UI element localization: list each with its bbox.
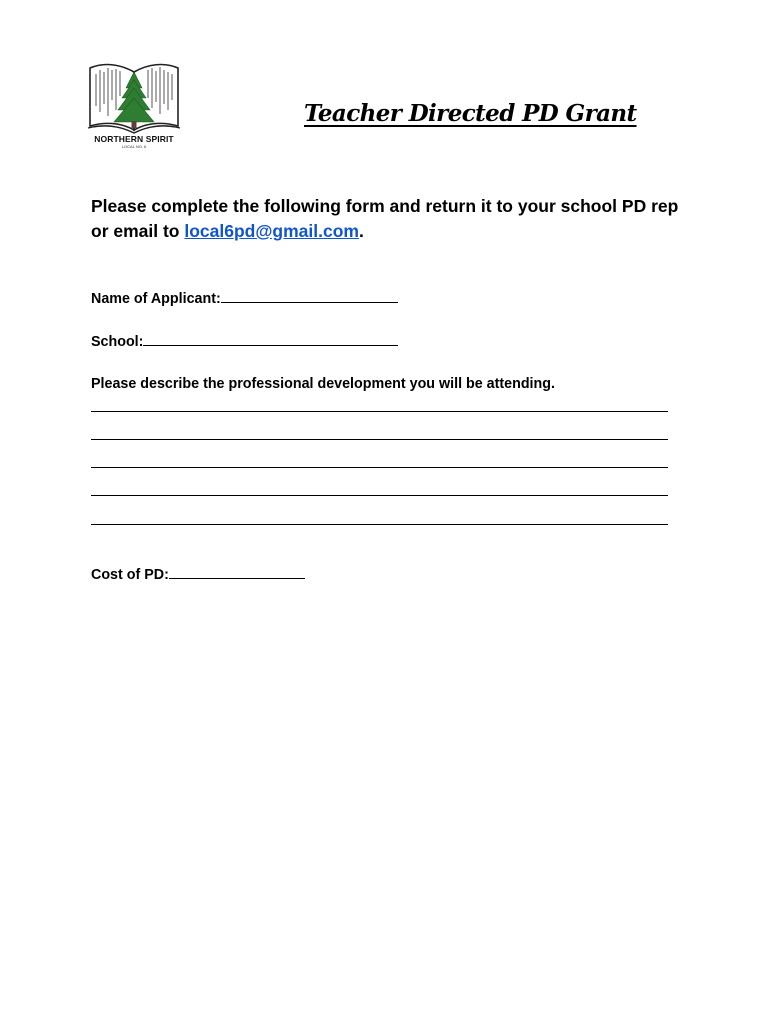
logo-name-text: NORTHERN SPIRIT <box>94 134 174 144</box>
email-link[interactable]: local6pd@gmail.com <box>184 221 359 241</box>
book-tree-emblem <box>86 60 182 136</box>
form-title: Teacher Directed PD Grant <box>304 100 637 127</box>
pd-description-label: Please describe the professional development you will be attending. <box>91 376 555 392</box>
applicant-name-field <box>91 290 398 307</box>
cost-blank[interactable] <box>169 566 305 579</box>
pd-description-line[interactable] <box>91 524 668 525</box>
school-field <box>91 333 398 350</box>
form-instructions <box>91 194 691 244</box>
pd-description-line[interactable] <box>91 411 668 412</box>
applicant-name-blank[interactable] <box>221 290 398 303</box>
applicant-name-label: Name of Applicant: <box>91 291 221 307</box>
instructions-period: . <box>358 221 364 241</box>
cost-label: Cost of PD: <box>91 567 169 583</box>
northern-spirit-logo <box>86 60 182 152</box>
school-label: School: <box>91 334 144 350</box>
cost-field <box>91 566 305 583</box>
logo-subtitle-text: LOCAL NO. 6 <box>121 144 147 149</box>
instructions-text: Please complete the following form and return it to your school PD rep or email to <box>91 196 679 241</box>
pd-description-line[interactable] <box>91 467 668 468</box>
school-blank[interactable] <box>143 333 398 346</box>
pd-description-line[interactable] <box>91 439 668 440</box>
pd-description-line[interactable] <box>91 495 668 496</box>
